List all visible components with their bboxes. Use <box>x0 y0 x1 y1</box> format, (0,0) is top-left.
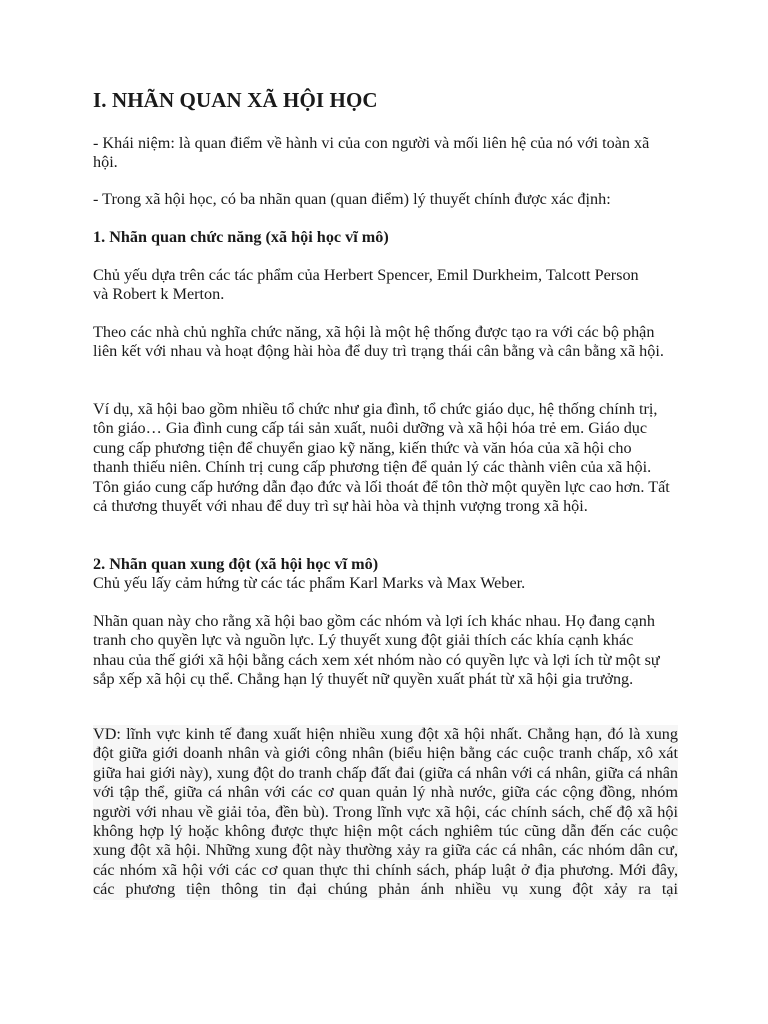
functional-sources-paragraph: Chủ yếu dựa trên các tác phẩm của Herbert Spencer, Emil Durkheim, Talcott Person và Robert k Merton. <box>93 266 639 304</box>
conflict-theory-paragraph: Nhãn quan này cho rằng xã hội bao gồm các nhóm và lợi ích khác nhau. Họ đang cạnh tranh cho quyền lực và nguồn lực. Lý thuyết xung đột giải thích các khía cạnh khác nhau của thế giới xã hội bằng cách xem xét nhóm nào có quyền lực và lợi ích từ một sự sắp xếp xã hội cụ thể. Chẳng hạn lý thuyết nữ quyền xuất phát từ xã hội gia trưởng. <box>93 612 660 689</box>
conflict-example-paragraph: VD: lĩnh vực kinh tế đang xuất hiện nhiều xung đột xã hội nhất. Chẳng hạn, đó là xung đột giữa giới doanh nhân và giới công nhân (biểu hiện bằng các cuộc tranh chấp, xô xát giữa hai giới này), xung đột do tranh chấp đất đai (giữa cá nhân với cá nhân, giữa cá nhân với tập thể, giữa cá nhân với các cơ quan quản lý nhà nước, giữa các cộng đồng, nhóm người với nhau về giải tỏa, đền bù). Trong lĩnh vực xã hội, các chính sách, chế độ xã hội không hợp lý hoặc không được thực hiện một cách nghiêm túc cũng dẫn đến các cuộc xung đột xã hội. Những xung đột này thường xảy ra giữa các cá nhân, các nhóm dân cư, các nhóm xã hội với các cơ quan thực thi chính sách, pháp luật ở địa phương. Mới đây, các phương tiện thông tin đại chúng phản ánh nhiều vụ xung đột xảy ra tại <box>93 725 678 899</box>
conflict-sources-paragraph: Chủ yếu lấy cảm hứng từ các tác phẩm Karl Marks và Max Weber. <box>93 574 526 592</box>
section-heading-conflict: 2. Nhãn quan xung đột (xã hội học vĩ mô) <box>93 555 379 573</box>
perspectives-intro: - Trong xã hội học, có ba nhãn quan (quan điểm) lý thuyết chính được xác định: <box>93 190 611 208</box>
page-title: I. NHÃN QUAN XÃ HỘI HỌC <box>93 88 378 112</box>
functional-theory-paragraph: Theo các nhà chủ nghĩa chức năng, xã hội là một hệ thống được tạo ra với các bộ phận liên kết với nhau và hoạt động hài hòa để duy trì trạng thái cân bằng và cân bằng xã hội. <box>93 323 664 361</box>
functional-example-paragraph: Ví dụ, xã hội bao gồm nhiều tổ chức như gia đình, tổ chức giáo dục, hệ thống chính trị, tôn giáo… Gia đình cung cấp tái sản xuất, nuôi dưỡng và xã hội hóa trẻ em. Giáo dục cung cấp phương tiện để chuyển giao kỹ năng, kiến thức và văn hóa của xã hội cho thanh thiếu niên. Chính trị cung cấp phương tiện để quản lý các thành viên của xã hội. Tôn giáo cung cấp hướng dẫn đạo đức và lối thoát để tôn thờ một quyền lực cao hơn. Tất cả thương thuyết với nhau để duy trì sự hài hòa và thịnh vượng trong xã hội. <box>93 400 670 516</box>
section-heading-functional: 1. Nhãn quan chức năng (xã hội học vĩ mô) <box>93 228 389 246</box>
concept-paragraph: - Khái niệm: là quan điểm về hành vi của con người và mối liên hệ của nó với toàn xã hội. <box>93 134 650 172</box>
